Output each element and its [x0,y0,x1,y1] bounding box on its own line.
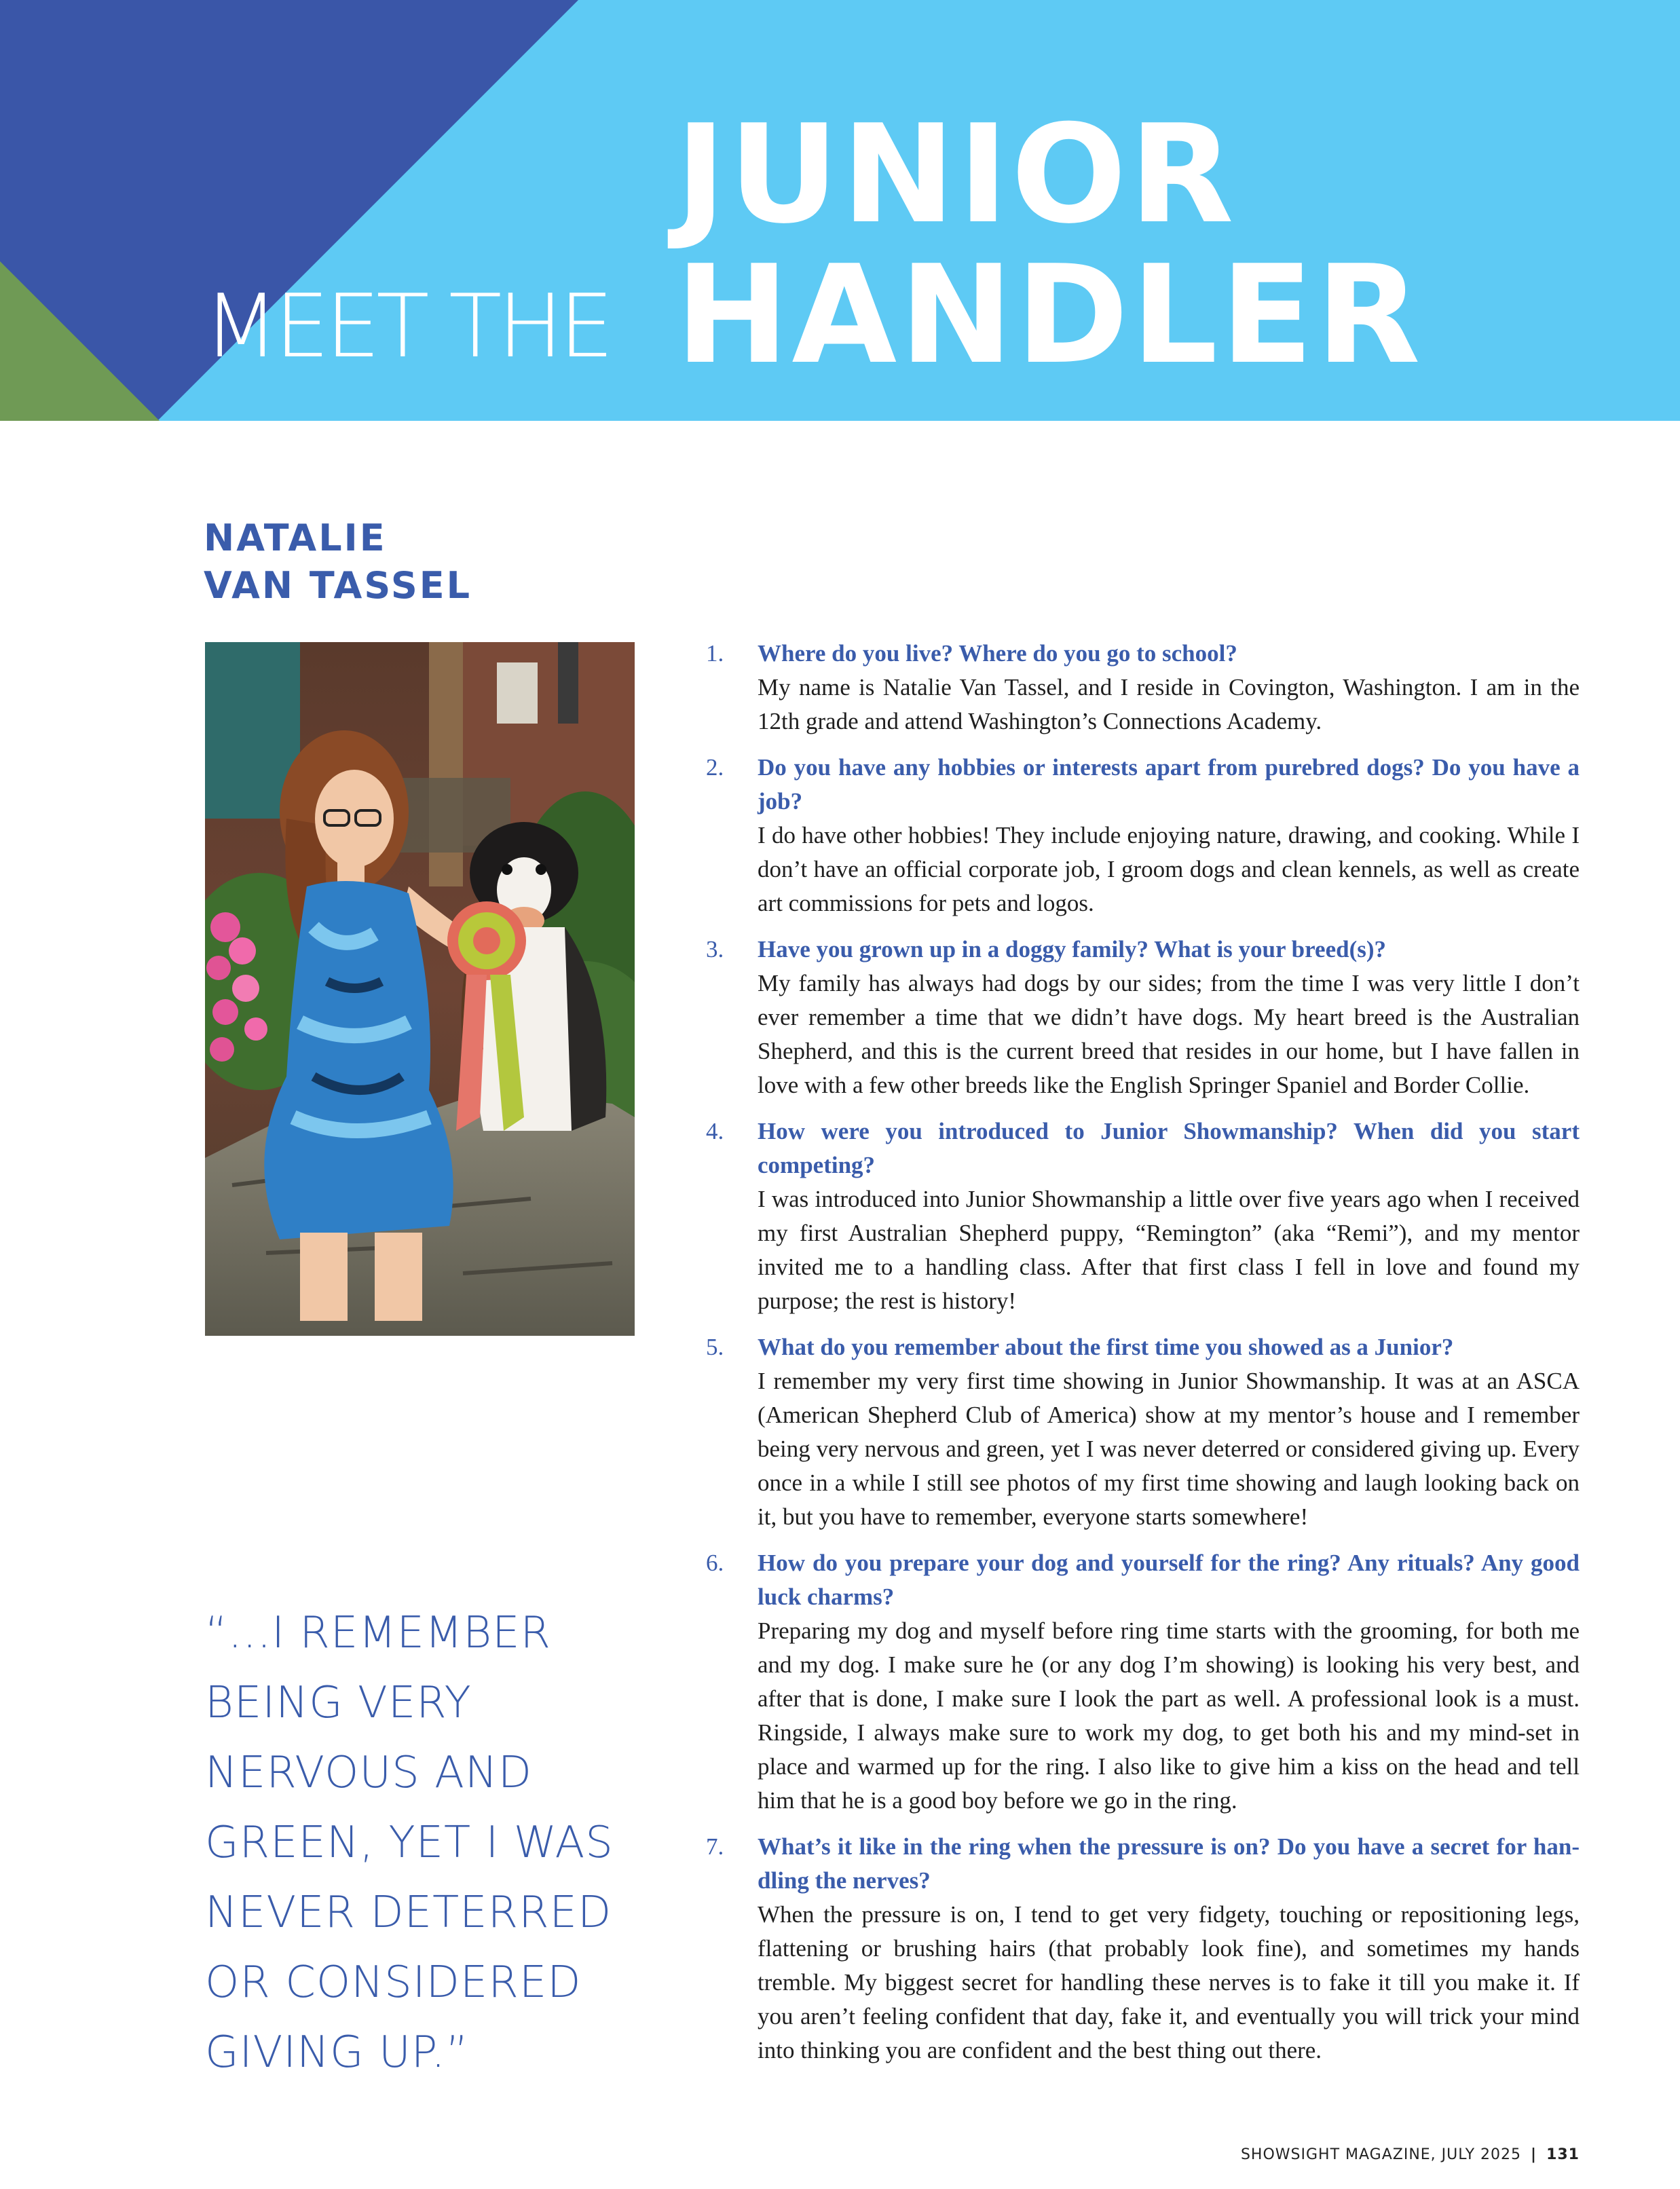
pull-quote: “...I REMEMBER BEING VERY NERVOUS AND GREEN, YET I WAS NEVER DETERRED OR CONSIDERED GIVING UP.” [205,1608,614,2078]
handler-name [204,514,472,610]
qa-answer: Preparing my dog and myself before ring time starts with the grooming, for both me and my dog. I make sure he (or any dog I’m showing) is looking his very best, and after that is done, I make sure I look the part as well. A professional look is a must. Ringside, I always make sure to work my dog, to get both his and my mind-set in place and warmed up for the ring. I also like to give him a kiss on the head and tell him that he is a good boy before we go in the ring. [758,1617,1580,1814]
page-footer [1241,2146,1580,2163]
qa-number: 2. [706,754,724,781]
qa-list [706,637,1580,2080]
publication-name: SHOWSIGHT MAGAZINE, JULY 2025 [1240,2146,1522,2163]
handler-name-first: NATALIE [204,517,387,559]
qa-answer: My family has always had dogs by our sides; from the time I was very little I don’t ever remember a time that we didn’t have dogs. My heart breed is the Australian Shepherd, and this is the current breed that resides in our home, but I have fallen in love with a few other breeds like the English Springer Spaniel and Border Collie. [758,970,1580,1098]
qa-number: 5. [706,1334,724,1360]
page-number: 131 [1546,2146,1580,2163]
handler-photo [205,642,635,1336]
qa-answer: I was introduced into Junior Showmanship a little over five years ago when I received my first Australian Shepherd puppy, “Remington” (aka “Remi”), and my mentor invited me to a handling class. After that first class I fell in love and found my purpose; the rest is history! [758,1186,1580,1314]
qa-answer: I remember my very first time showing in Junior Showmanship. It was at an ASCA (American Shepherd Club of America) show at my mentor’s house and I remember being very nervous and green, yet I was never deterred or considered giving up. Every once in a while I still see photos of my first time showing and laugh looking back on it, but you have to remember, everyone starts somewhere! [758,1368,1580,1530]
photo-illustration [205,642,635,1336]
qa-question: How do you prepare your dog and yourself for the ring? Any rituals? Any good luck charms? [758,1550,1580,1610]
title-junior: JUNIOR [675,96,1237,254]
qa-item [706,1115,1580,1318]
qa-item [706,751,1580,920]
qa-question: Where do you live? Where do you go to school? [758,640,1237,667]
qa-number: 1. [706,640,724,667]
meet-the-label: MEET THE [204,276,610,377]
qa-item [706,1546,1580,1818]
qa-answer: My name is Natalie Van Tassel, and I reside in Covington, Washington. I am in the 12th grade and attend Washington’s Connections Academy. [758,674,1580,734]
qa-number: 3. [706,936,724,962]
qa-question: How were you introduced to Junior Showmanship? When did you start competing? [758,1118,1580,1178]
qa-number: 6. [706,1550,724,1576]
qa-item [706,1330,1580,1534]
title-handler: HANDLER [675,236,1423,394]
qa-item [706,637,1580,738]
qa-item [706,1830,1580,2068]
handler-name-last: VAN TASSEL [204,564,472,607]
qa-number: 4. [706,1118,724,1144]
qa-number: 7. [706,1833,724,1860]
qa-item [706,933,1580,1102]
qa-answer: I do have other hobbies! They include enjoying nature, drawing, and cooking. While I don’t have an official corporate job, I groom dogs and clean kennels, as well as create art commissions for pets and logos. [758,822,1580,916]
qa-answer: When the pressure is on, I tend to get very fidgety, touching or repositioning legs, flattening or brushing hairs (that probably look fine), and sometimes my hands tremble. My biggest secret for handling these nerves is to fake it till you make it. If you aren’t feeling confident that day, fake it, and eventually you will trick your mind into thinking you are confident and the best thing out there. [758,1901,1580,2063]
qa-question: Have you grown up in a doggy family? What is your breed(s)? [758,936,1386,962]
qa-question: Do you have any hobbies or interests apart from purebred dogs? Do you have a job? [758,754,1580,815]
footer-separator: | [1531,2146,1537,2163]
header-banner [0,0,1680,421]
qa-question: What do you remember about the first time you showed as a Junior? [758,1334,1454,1360]
qa-question: What’s it like in the ring when the pressure is on? Do you have a secret for han-dling the nerves? [758,1833,1580,1894]
